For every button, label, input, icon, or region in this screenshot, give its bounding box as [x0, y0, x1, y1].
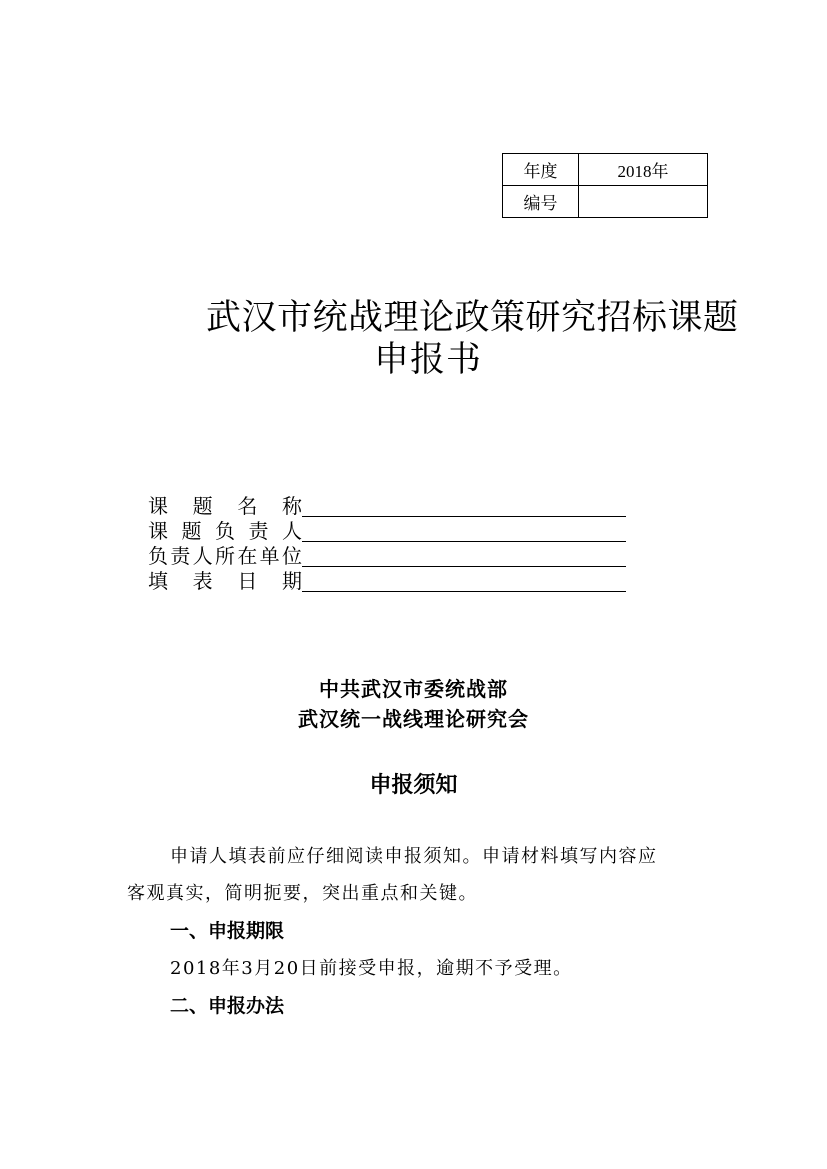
field-label-char: 表 [192, 569, 213, 593]
year-row [503, 154, 708, 186]
field-label-char: 在 [237, 544, 258, 568]
field-project-leader [148, 519, 628, 543]
number-label: 编号 [503, 186, 579, 218]
field-label [148, 494, 302, 518]
field-leader-unit [148, 544, 628, 568]
field-label-char: 责 [248, 519, 269, 543]
number-value [579, 186, 708, 218]
field-label-char: 负 [148, 544, 168, 568]
number-row [503, 186, 708, 218]
field-fill-date [148, 569, 628, 593]
field-underline[interactable] [302, 566, 626, 567]
field-label-char: 负 [215, 519, 235, 543]
field-underline[interactable] [302, 591, 626, 592]
field-label-char: 责 [170, 544, 191, 568]
field-label [148, 569, 302, 593]
field-label-char: 题 [192, 494, 213, 518]
section1-heading: 一、申报期限 [170, 920, 285, 942]
notice-intro-line2: 客观真实，简明扼要，突出重点和关键。 [127, 883, 478, 904]
field-label-char: 课 [148, 494, 168, 518]
field-label-char: 位 [281, 544, 302, 568]
field-label-char: 人 [192, 544, 213, 568]
notice-title: 申报须知 [369, 773, 458, 798]
document-title-line1: 武汉市统战理论政策研究招标课题 [206, 298, 739, 338]
notice-intro-line1: 申请人填表前应仔细阅读申报须知。申请材料填写内容应 [170, 846, 658, 867]
section1-text: 2018年3月20日前接受申报，逾期不予受理。 [170, 958, 573, 979]
organization-line2: 武汉统一战线理论研究会 [298, 707, 529, 731]
field-label-char: 单 [259, 544, 280, 568]
field-label-char: 名 [237, 494, 258, 518]
field-underline[interactable] [302, 516, 626, 517]
section2-heading: 二、申报办法 [170, 995, 285, 1017]
field-label [148, 544, 302, 568]
field-label-char: 填 [148, 569, 168, 593]
field-project-name [148, 494, 628, 518]
field-label-char: 期 [281, 569, 302, 593]
field-label-char: 称 [281, 494, 302, 518]
year-value: 2018年 [579, 154, 708, 186]
document-title-line2: 申报书 [374, 340, 483, 380]
organization-line1: 中共武汉市委统战部 [319, 677, 508, 701]
field-label [148, 519, 302, 543]
header-info-table [502, 153, 708, 218]
field-underline[interactable] [302, 541, 626, 542]
field-label-char: 日 [237, 569, 258, 593]
field-label-char: 人 [282, 519, 302, 543]
field-label-char: 题 [181, 519, 202, 543]
field-label-char: 课 [148, 519, 168, 543]
field-label-char: 所 [214, 544, 235, 568]
year-label: 年度 [503, 154, 579, 186]
